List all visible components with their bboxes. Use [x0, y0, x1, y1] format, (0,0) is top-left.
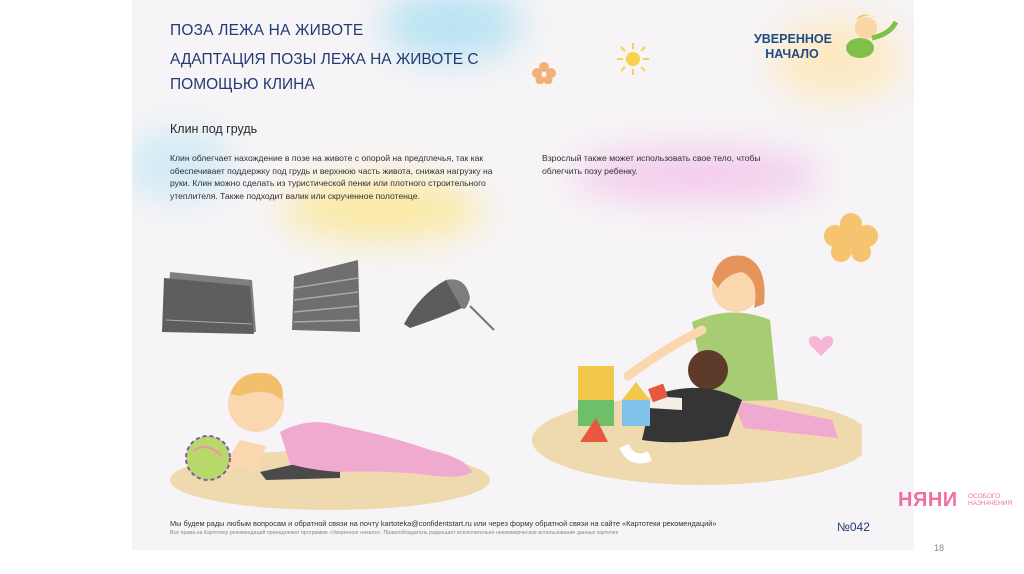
recommendation-card [132, 0, 914, 550]
brand-tagline: ОСОБОГО НАЗНАЧЕНИЯ [968, 493, 1013, 507]
baby-on-wedge-illustration [170, 360, 490, 510]
brand-logo-text: УВЕРЕННОЕ НАЧАЛО [754, 32, 832, 61]
card-number: №042 [837, 520, 870, 534]
right-description: Взрослый также может использовать свое тело, чтобы облегчить позу ребенку. [542, 153, 761, 176]
footer-rights: Все права на Картотеку рекомендаций принадлежат программе «Уверенное начало». Правообладатель разрешает исключительно некоммерческое использование данных карточек [170, 530, 619, 536]
left-description: Клин облегчает нахождение в позе на животе с опорой на предплечья, так как обеспечивает поддержку под грудь и верхнюю часть живота, снижая нагрузку на руки. Клин можно сделать из туристической пенки или плотного строительного утеплителя. Также подходит валик или скрученное полотенце. [170, 153, 493, 201]
flower-icon [532, 62, 556, 84]
brand-logo [898, 489, 1013, 512]
foam-mat-illustration [160, 262, 262, 336]
baby-logo-icon [832, 8, 902, 64]
brand-name: НЯНИ [898, 489, 958, 511]
rolled-towel-illustration [400, 268, 500, 338]
sun-icon [616, 42, 650, 76]
page-title: ПОЗА ЛЕЖА НА ЖИВОТЕ [170, 22, 364, 39]
section-heading: Клин под грудь [170, 122, 258, 136]
folded-mat-illustration [288, 256, 364, 336]
slide-page-number: 18 [934, 543, 945, 553]
footer-contact: Мы будем рады любым вопросам и обратной связи на почту kartoteka@confidentstart.ru или через форму обратной связи на сайте «Картотеки рекомендаций» [170, 519, 717, 528]
adult-and-child-illustration [532, 250, 862, 500]
page-subtitle: АДАПТАЦИЯ ПОЗЫ ЛЕЖА НА ЖИВОТЕ С ПОМОЩЬЮ КЛИНА [170, 51, 479, 93]
